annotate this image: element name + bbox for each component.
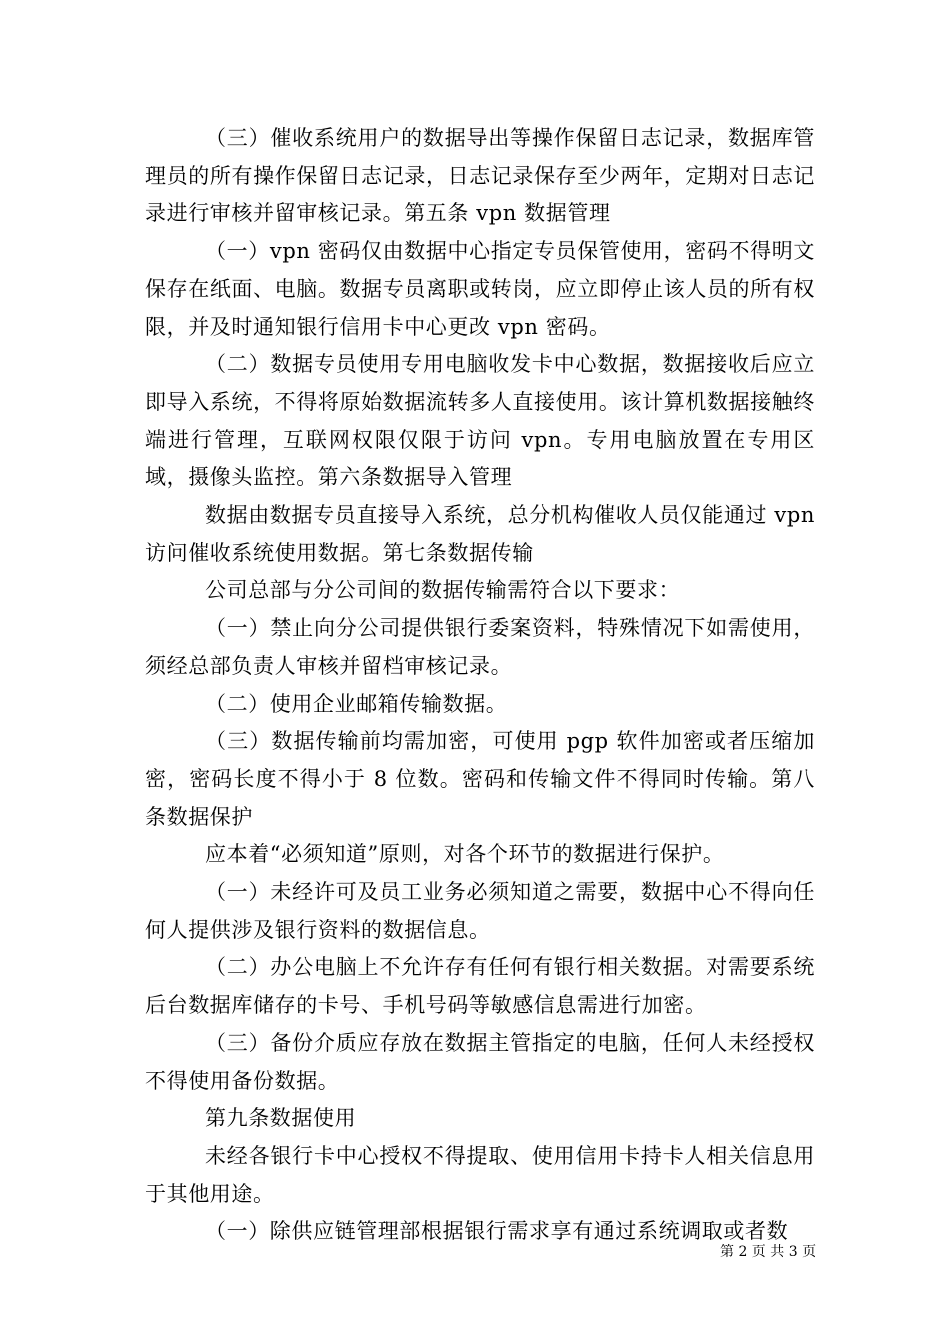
paragraph-enterprise-email: （二）使用企业邮箱传输数据。 — [205, 691, 508, 716]
document-body — [145, 120, 815, 1251]
paragraph-no-entrusted-data: （一）禁止向分公司提供银行委案资料，特殊情况下如需使用，须经总部负责人审核并留档审核记录。 — [145, 616, 815, 678]
paragraph-no-provision: （一）未经许可及员工业务必须知道之需要，数据中心不得向任何人提供涉及银行资料的数据信息。 — [145, 880, 815, 942]
paragraph-vpn-password: （一）vpn 密码仅由数据中心指定专员保管使用，密码不得明文保存在纸面、电脑。数据专员离职或转岗，应立即停止该人员的所有权限，并及时通知银行信用卡中心更改 vpn 密码。 — [145, 239, 815, 339]
paragraph-no-unauthorized-use: 未经各银行卡中心授权不得提取、使用信用卡持卡人相关信息用于其他用途。 — [145, 1143, 815, 1206]
page-number: 第 2 页 共 3 页 — [720, 1244, 817, 1260]
paragraph-supply-chain: （一）除供应链管理部根据银行需求享有通过系统调取或者数 — [205, 1219, 789, 1244]
paragraph-encryption: （三）数据传输前均需加密，可使用 pgp 软件加密或者压缩加密，密码长度不得小于 8 位数。密码和传输文件不得同时传输。第八条数据保护 — [145, 729, 815, 829]
paragraph-dedicated-computer: （二）数据专员使用专用电脑收发卡中心数据，数据接收后应立即导入系统，不得将原始数据流转多人直接使用。该计算机数据接触终端进行管理，互联网权限仅限于访问 vpn。专用电脑放置在专用区域，摄像头监控。第六条数据导入管理 — [145, 352, 815, 490]
heading-article-nine: 第九条数据使用 — [205, 1106, 357, 1131]
paragraph-need-to-know: 应本着“必须知道”原则，对各个环节的数据进行保护。 — [205, 842, 725, 867]
paragraph-backup-media: （三）备份介质应存放在数据主管指定的电脑，任何人未经授权不得使用备份数据。 — [145, 1030, 815, 1093]
paragraph-data-import: 数据由数据专员直接导入系统，总分机构催收人员仅能通过 vpn 访问催收系统使用数据。第七条数据传输 — [145, 503, 815, 565]
paragraph-office-computers: （二）办公电脑上不允许存有任何有银行相关数据。对需要系统后台数据库储存的卡号、手机号码等敏感信息需进行加密。 — [145, 955, 815, 1018]
paragraph-transfer-requirements: 公司总部与分公司间的数据传输需符合以下要求： — [205, 578, 681, 603]
paragraph-log-records: （三）催收系统用户的数据导出等操作保留日志记录，数据库管理员的所有操作保留日志记录，日志记录保存至少两年，定期对日志记录进行审核并留审核记录。第五条 vpn 数据管理 — [145, 126, 815, 226]
